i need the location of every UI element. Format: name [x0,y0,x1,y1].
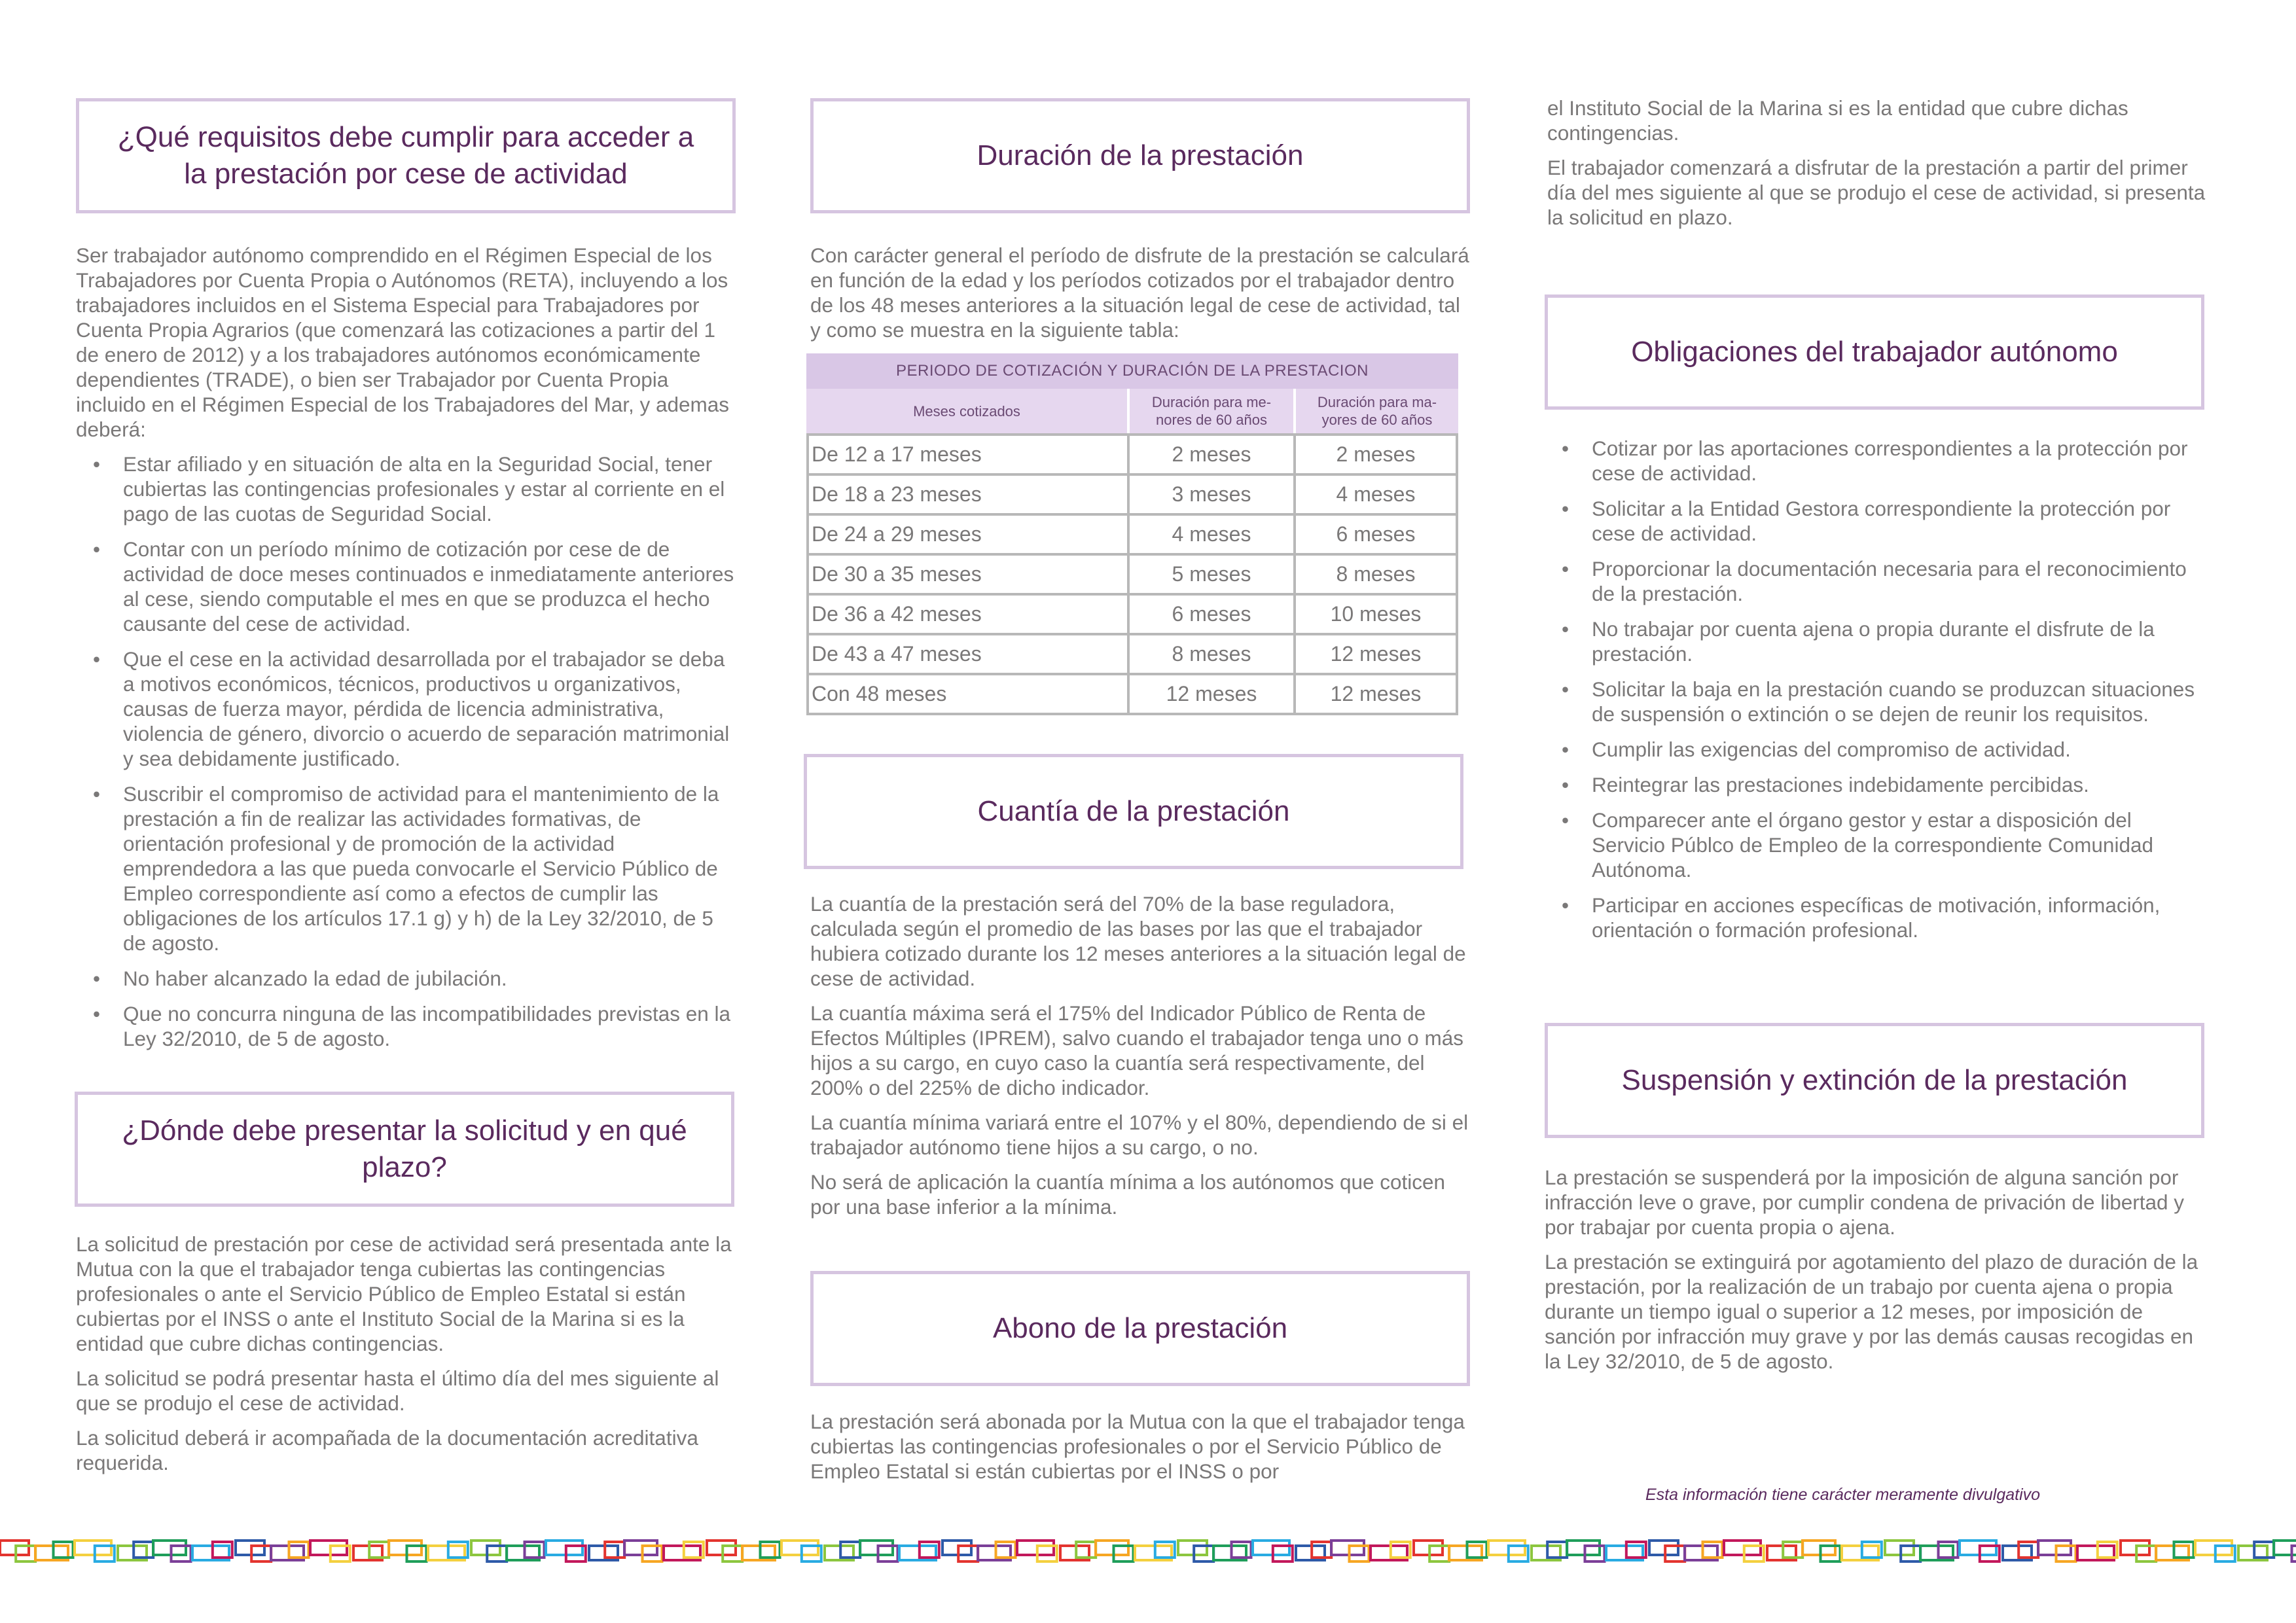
table-cell: De 30 a 35 meses [812,562,982,586]
chain-link [546,1541,583,1555]
table-cell: 5 meses [1127,556,1293,593]
chain-link [1783,1542,1803,1558]
chain-link [2121,1541,2149,1555]
requirements-list [76,452,737,1051]
requirement-item: • Suscribir el compromiso de actividad para el mantenimiento de la prestación a fin de realizar las actividades formativas, de orientación profesional y de promoción de la actividad emprendedora a las que pueda convocarle el Servicio Público de Empleo correspondiente así como a efectos de cumplir las obligaciones de los artículos 17.1 g) y h) de la Ley 32/2010, de 5 de agosto. [76,781,737,955]
table-cell: 12 meses [1127,675,1293,713]
chain-link [1096,1541,1128,1555]
continuation-paragraph: El trabajador comenzará a disfrutar de la prestación a partir del primer día del mes siguiente al que se produjo el cese de actividad, si presenta la solicitud en plazo. [1547,156,2206,229]
continuation-paragraph: el Instituto Social de la Marina si es la entidad que cubre dichas contingencias. [1547,96,2128,145]
suspension-section [1545,1165,2206,1374]
chain-link [707,1541,736,1555]
obligation-item: • Participar en acciones específicas de motivación, información, orientación o formación profesional. [1545,893,2206,942]
amount-paragraph: La cuantía máxima será el 175% del Indicador Público de Renta de Efectos Múltiples (IPREM), salvo cuando el trabajador tenga uno o más hijos a su cargo, en cuyo caso la cuantía será respectivamente, del 200% o del 225% de dicho indicador. [810,1001,1464,1099]
table-row [806,556,1458,596]
chain-link [1803,1541,1835,1555]
table-header-cell [806,389,1127,433]
chain-link [2195,1541,2232,1555]
table-header-row [806,389,1458,436]
chain-link [1885,1541,1914,1555]
table-cell: 4 meses [1293,476,1456,513]
obligation-item: • Solicitar a la Entidad Gestora correspondiente la protección por cese de actividad. [1545,496,2206,546]
duration-intro-text: Con carácter general el período de disfrute de la prestación se calculará en función de la edad y los períodos cotizados por el trabajador dentro de los 48 meses anteriores a la situación legal de cese de actividad, tal y como se muestra en la siguiente tabla: [810,243,1469,342]
table-cell: 10 meses [1293,596,1456,633]
chain-link [605,1542,624,1558]
heading-duration-text: Duración de la prestación [977,139,1304,171]
table-row [806,436,1458,476]
table-row [806,516,1458,556]
obligation-item: • Reintegrar las prestaciones indebidamente percibidas. [1545,772,2206,797]
chain-link [1178,1541,1207,1555]
header-over-60: Duración para ma- yores de 60 años [1317,394,1437,428]
duration-table [806,353,1458,715]
requirement-item: • Estar afiliado y en situación de alta en la Seguridad Social, tener cubiertas las contingencias profesionales y estar al corriente en el pago de las cuotas de Seguridad Social. [76,452,737,526]
table-row [806,476,1458,516]
chain-link [289,1542,309,1558]
obligations-section [1545,436,2206,942]
table-row [806,635,1458,675]
chain-link [134,1542,153,1558]
payment-section [810,1409,1471,1484]
chain-link [1939,1542,1958,1558]
suspension-paragraph: La prestación se extinguirá por agotamiento del plazo de duración de la prestación, por la realización de un trabajo por cuenta ajena o propia durante un tiempo igual o superior a 12 meses, por imposición de sanción por infracción muy grave y por las demás causas recogidas en la Ley 32/2010, de 5 de agosto. [1545,1250,2198,1373]
requirements-intro: Ser trabajador autónomo comprendido en el Régimen Especial de los Trabajadores por Cuenta Propia o Autónomos (RETA), incluyendo a los trabajadores incluidos en el Sistema Especial para Trabajadores por Cuenta Propia Agrarios (que comenzará las cotizaciones a partir del 1 de enero de 2012) y a los trabajadores autónomos económicamente dependientes (TRADE), o bien ser Trabajador por Cuenta Propia incluido en el Régimen Especial de los Trabajadores del Mar, y ademas deberá: [76,243,730,441]
chain-link [860,1541,893,1555]
chain-link [1232,1542,1251,1558]
table-cell: 8 meses [1293,556,1456,593]
heading-suspension [1545,1023,2204,1138]
table-cell: 3 meses [1127,476,1293,513]
heading-requirements [76,98,736,213]
obligation-item: • Cumplir las exigencias del compromiso de actividad. [1545,737,2206,762]
chain-link [153,1541,186,1555]
requirement-item: • Que el cese en la actividad desarrollada por el trabajador se deba a motivos económicos, técnicos, productivos u organizativos, causas de fuerza mayor, pérdida de licencia administrativa, violencia de género, divorcio o acuerdo de separación matrimonial y sea debidamente justificado. [76,647,737,771]
chain-link [310,1541,347,1555]
requirement-item: • No haber alcanzado la edad de jubilación. [76,966,737,991]
chain-link [1331,1541,1364,1555]
chain-link [75,1541,111,1555]
table-cell: 6 meses [1293,516,1456,553]
continuation-section [1547,96,2208,230]
chain-link [1567,1541,1600,1555]
duration-intro [810,243,1471,342]
obligation-item: • No trabajar por cuenta ajena o propia durante el disfrute de la prestación. [1545,616,2206,666]
chain-link [1467,1542,1487,1558]
where-paragraph: La solicitud se podrá presentar hasta el último día del mes siguiente al que se produjo el cese de actividad. [76,1366,719,1415]
heading-amount-text: Cuantía de la prestación [977,795,1290,827]
requirement-item: • Contar con un período mínimo de cotización por cese de de actividad de doce meses continuados e inmediatamente anteriores al cese, siendo computable el mes en que se produzca el hecho causante del cese de actividad. [76,537,737,636]
obligation-item: • Proporcionar la documentación necesaria para el reconocimiento de la prestación. [1545,556,2206,606]
chain-link [996,1542,1016,1558]
chain-link [1488,1541,1525,1555]
chain-link [1253,1541,1289,1555]
requirements-section [76,243,737,1051]
chain-link [1649,1541,1678,1555]
heading-obligations-text: Obligaciones del trabajador autónomo [1631,336,2118,368]
chain-link [1703,1542,1723,1558]
table-cell: 2 meses [1127,436,1293,473]
payment-text: La prestación será abonada por la Mutua con la que el trabajador tenga cubiertas las contingencias profesionales o por el Servicio Público de Empleo Estatal si están cubiertas por el INSS o por [810,1410,1465,1483]
chain-link [1312,1542,1331,1558]
chain-link [236,1541,264,1555]
table-cell: 12 meses [1293,635,1456,673]
table-cell: De 36 a 42 meses [812,602,982,626]
chain-link [761,1542,780,1558]
heading-payment [810,1271,1470,1386]
disclaimer-note: Esta información tiene carácter meramente divulgativo [1645,1486,2041,1504]
table-cell: Con 48 meses [812,682,947,705]
table-cell: De 18 a 23 meses [812,482,982,506]
heading-where-submit-text: ¿Dónde debe presentar la solicitud y en qué plazo? [122,1115,687,1183]
table-cell: 4 meses [1127,516,1293,553]
table-cell: De 12 a 17 meses [812,442,982,466]
header-months-paid: Meses cotizados [913,402,1020,419]
chain-link [781,1541,818,1555]
where-paragraph: La solicitud deberá ir acompañada de la documentación acreditativa requerida. [76,1426,698,1474]
amount-paragraph: La cuantía de la prestación será del 70% de la base reguladora, calculada según el promedio de las bases por las que el trabajador hubiera cotizado durante los 12 meses anteriores a la situación legal de cese de actividad. [810,892,1466,990]
table-cell: 2 meses [1293,436,1456,473]
chain-link [471,1541,500,1555]
chain-link [624,1541,657,1555]
chain-link [369,1542,389,1558]
amount-paragraph: La cuantía mínima variará entre el 107% y el 80%, dependiendo de si el trabajador autónomo tiene hijos a su cargo, o no. [810,1111,1469,1159]
header-under-60: Duración para me- nores de 60 años [1151,394,1272,428]
obligation-item: • Comparecer ante el órgano gestor y estar a disposición del Servicio Públco de Empleo de la correspondiente Comunidad Autónoma. [1545,808,2206,882]
heading-payment-text: Abono de la prestación [992,1312,1288,1344]
chain-link [1547,1542,1567,1558]
chain-link [2254,1542,2274,1558]
heading-duration [810,98,1470,213]
chain-link [1724,1541,1761,1555]
amount-section [810,891,1471,1219]
heading-requirements-text: ¿Qué requisitos debe cumplir para acceder a la prestación por cese de actividad [117,121,694,190]
chain-link [2038,1541,2071,1555]
table-cell: De 43 a 47 meses [812,642,982,666]
chain-link [525,1542,545,1558]
table-header-cell [1127,389,1293,433]
chain-link [1017,1541,1054,1555]
where-paragraph: La solicitud de prestación por cese de actividad será presentada ante la Mutua con la que el trabajador tenga cubiertas las contingencias profesionales o ante el Servicio Público de Empleo Estatal si están cubiertas por el INSS o ante el Instituto Social de la Marina si es la entidad que cubre dichas contingencias. [76,1232,732,1355]
table-row [806,596,1458,635]
heading-suspension-text: Suspensión y extinción de la prestación [1621,1064,2128,1096]
obligations-list [1545,436,2206,942]
chain-link [1960,1541,1996,1555]
table-header-cell [1293,389,1458,433]
chain-link [942,1541,971,1555]
obligation-item: • Cotizar por las aportaciones correspondientes a la protección por cese de actividad. [1545,436,2206,486]
table-cell: 8 meses [1127,635,1293,673]
heading-obligations [1545,294,2204,410]
suspension-paragraph: La prestación se suspenderá por la imposición de alguna sanción por infracción leve o grave, por cumplir condena de privación de libertad y por trabajar por cuenta propia o ajena. [1545,1166,2185,1239]
table-row [806,675,1458,715]
chain-link [840,1542,860,1558]
chain-link [1076,1542,1096,1558]
heading-where-submit [75,1092,734,1207]
chain-link [2018,1542,2038,1558]
amount-paragraph: No será de aplicación la cuantía mínima a los autónomos que coticen por una base inferior a la mínima. [810,1170,1446,1219]
chain-link [0,1541,29,1555]
obligation-item: • Solicitar la baja en la prestación cuando se produzcan situaciones de suspensión o extinción o se dejen de reunir los requisitos. [1545,677,2206,726]
chain-link [2174,1542,2194,1558]
requirement-item: • Que no concurra ninguna de las incompatibilidades previstas en la Ley 32/2010, de 5 de agosto. [76,1001,737,1051]
chain-link [54,1542,73,1558]
table-cell: 6 meses [1127,596,1293,633]
heading-amount [804,754,1463,869]
chain-link [1414,1541,1443,1555]
decorative-chain-border [0,1533,2296,1572]
chain-link [389,1541,422,1555]
table-cell: 12 meses [1293,675,1456,713]
table-title: PERIODO DE COTIZACIÓN Y DURACIÓN DE LA PRESTACION [806,353,1458,389]
table-cell: De 24 a 29 meses [812,522,982,546]
where-section [76,1232,737,1475]
